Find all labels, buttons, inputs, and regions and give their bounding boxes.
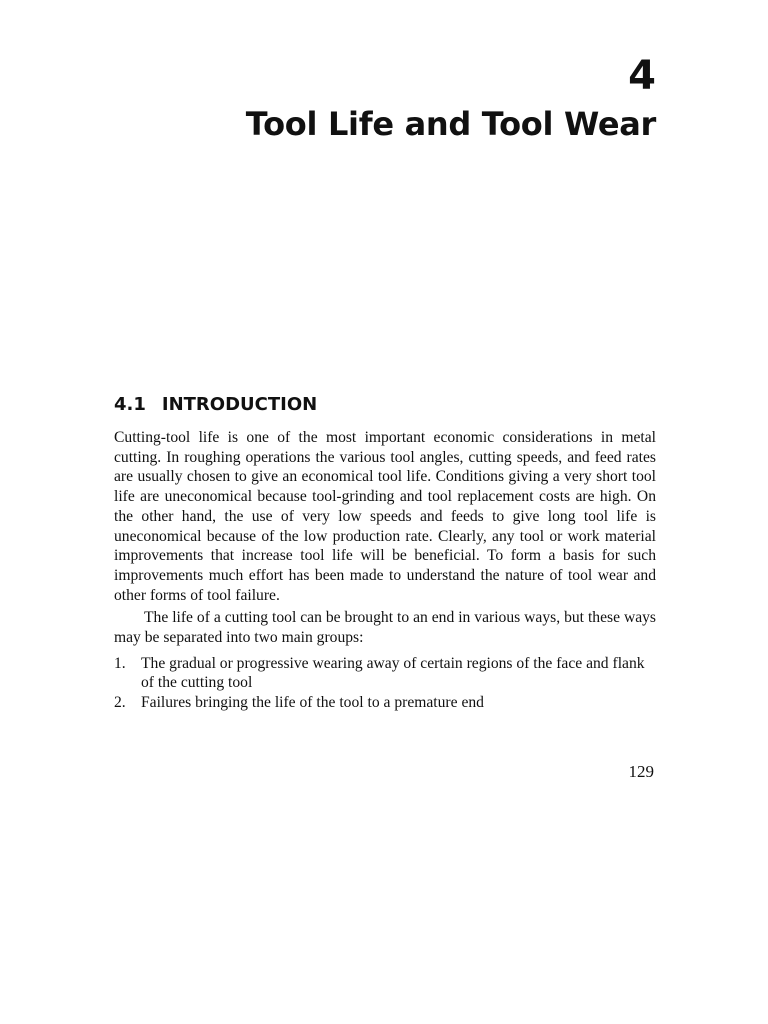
list-item-text: The gradual or progressive wearing away of certain regions of the face and flank of the cutting tool xyxy=(141,654,645,692)
paragraph-tool-life-ends: The life of a cutting tool can be brought to an end in various ways, but these ways may be separated into two main groups: xyxy=(114,609,656,647)
chapter-number: 4 xyxy=(628,53,656,99)
paragraph-introduction: Cutting-tool life is one of the most important economic considerations in metal cutting. In roughing operations the various tool angles, cutting speeds, and feed rates are usually chosen to give an economical tool life. Conditions giving a very short tool life are uneconomical because tool-grinding and tool replacement costs are high. On the other hand, the use of very low speeds and feeds to give long tool life is uneconomical because of the low production rate. Clearly, any tool or work material improvements that increase tool life will be beneficial. To form a basis for such improvements much effort has been made to understand the nature of tool wear and other forms of tool failure. xyxy=(114,429,656,604)
section-number: 4.1 xyxy=(114,394,146,415)
section-heading xyxy=(114,392,317,418)
list-item-text: Failures bringing the life of the tool to a premature end xyxy=(141,694,484,712)
page-number: 129 xyxy=(628,762,654,781)
list-marker: 1. xyxy=(114,654,126,672)
chapter-title: Tool Life and Tool Wear xyxy=(245,105,656,143)
list-item xyxy=(114,654,656,693)
failure-groups-list xyxy=(114,654,656,713)
list-marker: 2. xyxy=(114,694,126,712)
list-item xyxy=(114,693,656,713)
section-title: INTRODUCTION xyxy=(161,394,318,415)
body-text xyxy=(114,428,656,713)
